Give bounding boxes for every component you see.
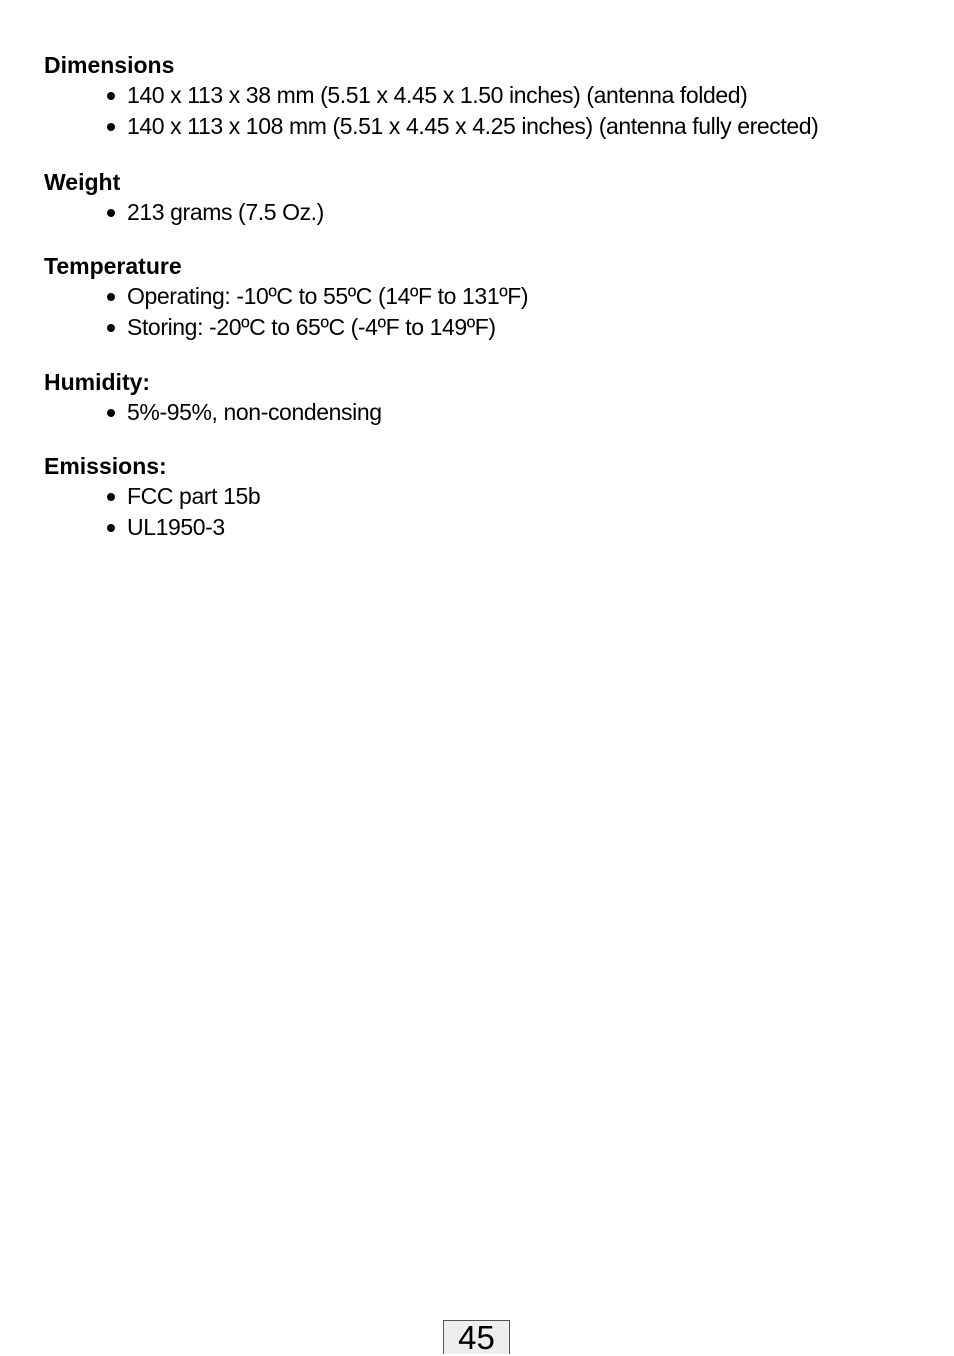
bullet-icon: [107, 493, 115, 501]
list-item: [44, 111, 924, 142]
bullet-icon: [107, 524, 115, 532]
list-item-text: 5%-95%, non-condensing: [127, 399, 382, 425]
section-heading-dimensions: Dimensions: [44, 52, 175, 78]
humidity-section: [44, 367, 924, 428]
dimensions-section: [44, 50, 924, 141]
humidity-list: [44, 397, 924, 428]
weight-list: [44, 197, 924, 228]
temperature-section: [44, 251, 924, 342]
list-item: [44, 397, 924, 428]
list-item: [44, 197, 924, 228]
emissions-section: [44, 451, 924, 542]
weight-section: [44, 167, 924, 228]
list-item-text: 140 x 113 x 108 mm (5.51 x 4.45 x 4.25 inches) (antenna fully erected): [127, 112, 819, 139]
list-item: [44, 312, 924, 343]
list-item-text: Storing: -20ºC to 65ºC (-4ºF to 149ºF): [127, 313, 496, 340]
bullet-icon: [107, 209, 115, 217]
emissions-list: [44, 481, 924, 542]
list-item-text: Operating: -10ºC to 55ºC (14ºF to 131ºF): [127, 283, 529, 309]
temperature-list: [44, 281, 924, 342]
section-heading-emissions: Emissions:: [44, 453, 167, 479]
section-heading-weight: Weight: [44, 169, 121, 195]
bullet-icon: [107, 409, 115, 417]
list-item: [44, 481, 924, 512]
bullet-icon: [107, 324, 115, 332]
section-heading-temperature: Temperature: [44, 253, 182, 279]
bullet-icon: [107, 293, 115, 301]
list-item: [44, 80, 924, 111]
list-item-text: UL1950-3: [127, 513, 225, 540]
page-number: 45: [443, 1320, 510, 1354]
bullet-icon: [107, 123, 115, 131]
bullet-icon: [107, 92, 115, 100]
list-item-text: FCC part 15b: [127, 483, 261, 509]
list-item: [44, 281, 924, 312]
list-item-text: 213 grams (7.5 Oz.): [127, 199, 324, 225]
section-heading-humidity: Humidity:: [44, 369, 151, 395]
list-item-text: 140 x 113 x 38 mm (5.51 x 4.45 x 1.50 inches) (antenna folded): [127, 82, 748, 108]
list-item: [44, 512, 924, 543]
dimensions-list: [44, 80, 924, 141]
